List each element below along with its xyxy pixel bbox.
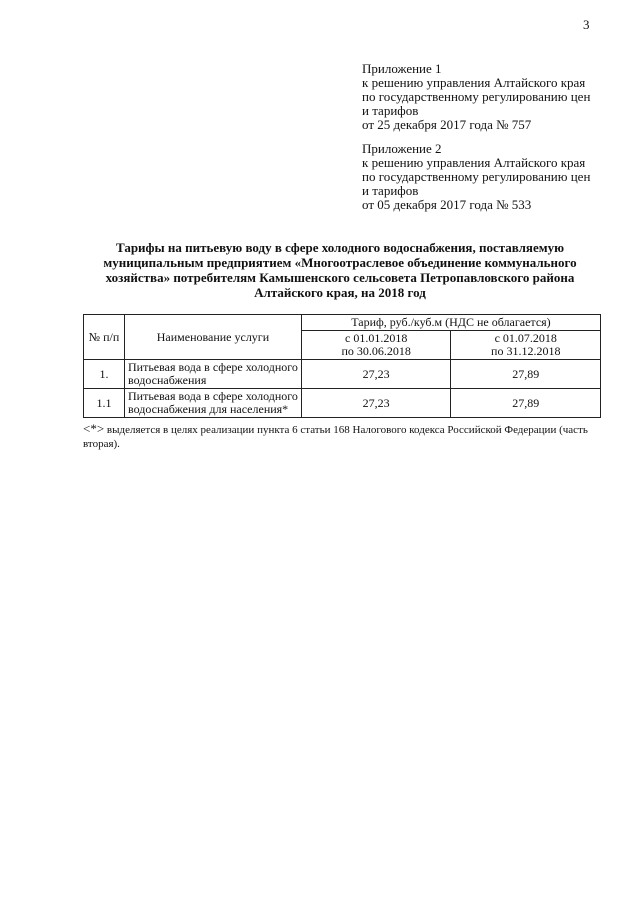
- table-row: [84, 360, 601, 389]
- appendix-1-block: [362, 62, 612, 132]
- period-1-to: по 30.06.2018: [341, 344, 411, 358]
- table-header-row: [84, 315, 601, 331]
- title-line: Алтайского края, на 2018 год: [254, 285, 426, 300]
- appendix-1-line: Приложение 1: [362, 61, 442, 76]
- period-2-from: с 01.07.2018: [494, 331, 557, 345]
- row-value-period-1: 27,23: [301, 360, 451, 389]
- service-name-line: водоснабжения для населения*: [128, 402, 289, 416]
- service-name-line: Питьевая вода в сфере холодного: [128, 360, 298, 374]
- service-name-line: водоснабжения: [128, 373, 207, 387]
- tariff-table: [83, 314, 601, 418]
- appendix-2-line: по государственному регулированию цен: [362, 169, 591, 184]
- footnote-text: выделяется в целях реализации пункта 6 статьи 168 Налогового кодекса Российской Федерации (часть вторая).: [83, 424, 588, 450]
- page-number: 3: [583, 17, 590, 32]
- period-2-to: по 31.12.2018: [491, 344, 561, 358]
- appendix-2-line: от 05 декабря 2017 года № 533: [362, 197, 532, 212]
- appendix-1-line: и тарифов: [362, 103, 419, 118]
- period-1-from: с 01.01.2018: [345, 331, 408, 345]
- appendix-1-line: от 25 декабря 2017 года № 757: [362, 117, 532, 132]
- service-name-line: Питьевая вода в сфере холодного: [128, 389, 298, 403]
- title-line: муниципальным предприятием «Многоотраслевое объединение коммунального: [103, 255, 577, 270]
- appendix-2-block: [362, 142, 612, 212]
- row-service-name: [125, 360, 302, 389]
- title-line: Тарифы на питьевую воду в сфере холодного водоснабжения, поставляемую: [115, 240, 565, 255]
- row-num: 1.1: [84, 389, 125, 418]
- row-num: 1.: [84, 360, 125, 389]
- title-line: хозяйства» потребителям Камышенского сельсовета Петропавловского района: [105, 270, 575, 285]
- header-tariff: Тариф, руб./куб.м (НДС не облагается): [301, 315, 600, 331]
- appendix-1-line: к решению управления Алтайского края: [362, 75, 586, 90]
- row-service-name: [125, 389, 302, 418]
- header-period-2: [451, 331, 601, 360]
- row-value-period-2: 27,89: [451, 389, 601, 418]
- header-service-name: Наименование услуги: [125, 315, 302, 360]
- row-value-period-2: 27,89: [451, 360, 601, 389]
- footnote-mark: <*>: [83, 421, 105, 436]
- header-period-1: [301, 331, 451, 360]
- document-title: [80, 240, 600, 300]
- table-row: [84, 389, 601, 418]
- header-num: № п/п: [84, 315, 125, 360]
- appendix-2-line: Приложение 2: [362, 141, 442, 156]
- footnote: [83, 422, 603, 451]
- appendix-2-line: и тарифов: [362, 183, 419, 198]
- appendix-1-line: по государственному регулированию цен: [362, 89, 591, 104]
- row-value-period-1: 27,23: [301, 389, 451, 418]
- appendix-2-line: к решению управления Алтайского края: [362, 155, 586, 170]
